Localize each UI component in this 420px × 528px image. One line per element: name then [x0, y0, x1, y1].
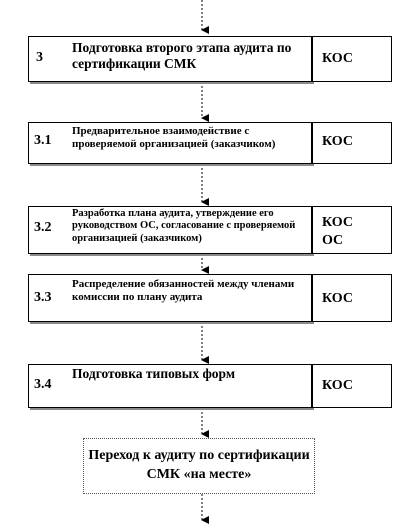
- step-3-3-number: 3.3: [34, 290, 52, 305]
- step-3-2-number: 3.2: [34, 220, 52, 235]
- step-3-3-text: Распределение обязанностей между членами комиссии по плану аудита: [72, 278, 295, 303]
- step-3-text: Подготовка второго этапа аудита по сертификации СМК: [72, 40, 292, 71]
- step-3-1-number: 3.1: [34, 133, 52, 148]
- step-3-1-text: Предварительное взаимодействие с проверяемой организацией (заказчиком): [72, 125, 276, 150]
- final-transition-text: Переход к аудиту по сертификации СМК «на месте»: [88, 448, 310, 482]
- step-3-1-responsible: КОС: [322, 134, 353, 149]
- step-3-4-text: Подготовка типовых форм: [72, 366, 236, 381]
- step-3-number: 3: [36, 50, 43, 65]
- step-3-4-responsible: КОС: [322, 378, 353, 393]
- final-transition-box: [83, 438, 315, 494]
- step-3-2-responsible: КОС ОС: [322, 215, 353, 248]
- step-3-3-responsible: КОС: [322, 291, 353, 306]
- step-3-2-text: Разработка плана аудита, утверждение его руководством ОС, согласование с проверяемой организацией (заказчиком): [72, 208, 296, 244]
- step-3-responsible: КОС: [322, 51, 353, 66]
- step-3-4-number: 3.4: [34, 377, 52, 392]
